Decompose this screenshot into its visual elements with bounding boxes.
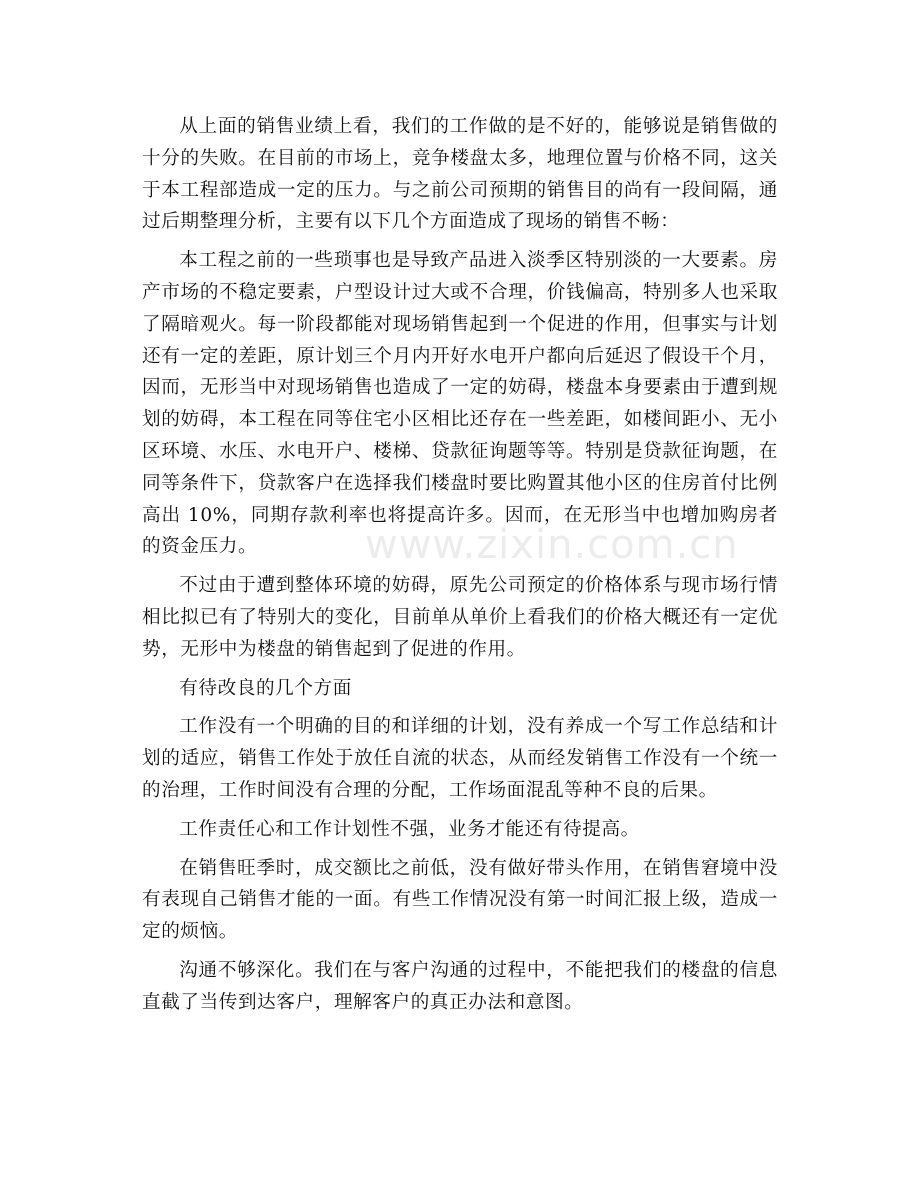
document-body <box>142 111 778 1026</box>
paragraph-5: 工作没有一个明确的目的和详细的计划，没有养成一个写工作总结和计划的适应，销售工作处于放任自流的状态，从而经发销售工作没有一个统一的治理，工作时间没有合理的分配，工作场面混乱等种不良的后果。 <box>142 716 778 801</box>
paragraph-6: 工作责任心和工作计划性不强，业务才能还有待提高。 <box>179 818 640 840</box>
paragraph-1: 从上面的销售业绩上看，我们的工作做的是不好的，能够说是销售做的十分的失败。在目前的市场上，竞争楼盘太多，地理位置与价格不同，这关于本工程部造成一定的压力。与之前公司预期的销售目的尚有一段间隔，通过后期整理分析，主要有以下几个方面造成了现场的销售不畅： <box>142 116 778 233</box>
watermark: www.zixin.com.cn <box>365 522 739 568</box>
paragraph-3: 不过由于遭到整体环境的妨碍，原先公司预定的价格体系与现市场行情相比拟已有了特别大的变化，目前单从单价上看我们的价格大概还有一定优势，无形中为楼盘的销售起到了促进的作用。 <box>142 575 778 660</box>
paragraph-7: 在销售旺季时，成交额比之前低，没有做好带头作用，在销售窘境中没有表现自己销售才能的一面。有些工作情况没有第一时间汇报上级，造成一定的烦恼。 <box>142 857 778 943</box>
paragraph-8: 沟通不够深化。我们在与客户沟通的过程中，不能把我们的楼盘的信息直截了当传到达客户，理解客户的真正办法和意图。 <box>142 959 778 1013</box>
paragraph-2: 本工程之前的一些琐事也是导致产品进入淡季区特别淡的一大要素。房产市场的不稳定要素，户型设计过大或不合理，价钱偏高，特别多人也采取了隔暗观火。每一阶段都能对现场销售起到一个促进的作用，但事实与计划还有一定的差距，原计划三个月内开好水电开户都向后延迟了假设干个月，因而，无形当中对现场销售也造成了一定的妨碍，楼盘本身要素由于遭到规划的妨碍，本工程在同等住宅小区相比还存在一些差距，如楼间距小、无小区环境、水压、水电开户、楼梯、贷款征询题等等。特别是贷款征询题，在同等条件下，贷款客户在选择我们楼盘时要比购置其他小区的住房首付比例高出 10%，同期存款利率也将提高许多。因而，在无形当中也增加购房者的资金压力。 <box>142 250 778 558</box>
section-heading: 有待改良的几个方面 <box>179 677 352 699</box>
